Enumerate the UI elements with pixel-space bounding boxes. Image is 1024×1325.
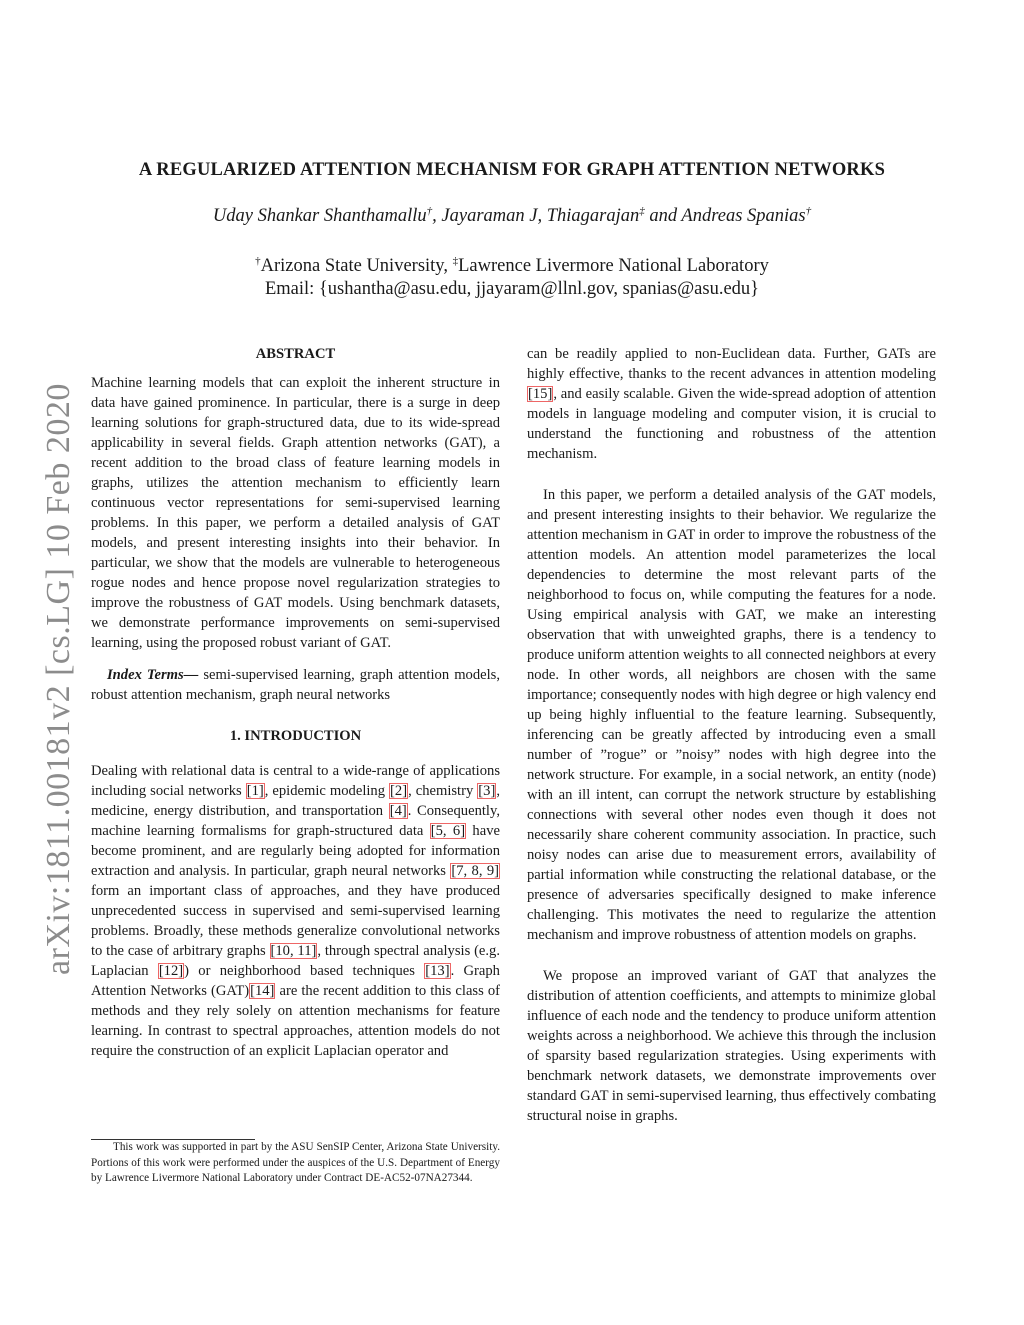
author-1: Uday Shankar Shanthamallu — [212, 206, 427, 226]
citation-link[interactable]: [10, 11] — [270, 943, 317, 959]
ddagger-mark: ‡ — [452, 254, 459, 267]
citation-link[interactable]: [5, 6] — [430, 823, 466, 839]
citation-link[interactable]: [14] — [250, 983, 275, 999]
right-column — [527, 344, 936, 1126]
citation-link[interactable]: [1] — [246, 783, 264, 799]
introduction-heading: 1. INTRODUCTION — [229, 728, 362, 744]
intro-paragraph-2: In this paper, we perform a detailed analysis of the GAT models, and present interesting insights to their behavior. We regularize the attention mechanism in GAT in order to improve the robustness of the attention models. An attention model parameterizes the local dependencies to determine the most relevant parts of the neighborhood to focus on, while computing the features for a node. Using empirical analysis with GAT, we make an interesting observation that with unweighted graphs, there is a tendency to produce uniform attention weights to all connected neighbors at every node. In other words, all neighbors are chosen with the same importance; consequently nodes with high degree or high valency end up being highly influential to the feature learning. Subsequently, inferencing can be greatly affected by introducing even a small number of ”rogue” or ”noisy” nodes with high degree into the network structure. For example, in a social network, an entity (node) with an ill intent, can corrupt the network structure by establishing connections with several other nodes even though it does not necessarily share coherent community association. In practice, such noisy nodes can arise due to measurement errors, availability of partial information while constructing the relational database, or the presence of adversaries specifically designed to make inference challenging. This motivates the need to regularize the attention mechanism and improve robustness of attention models on graphs. — [527, 487, 936, 943]
dagger-mark: † — [426, 204, 433, 217]
email-line: Email: {ushantha@asu.edu, jjayaram@llnl.gov, spanias@asu.edu} — [264, 279, 760, 299]
abstract-text: Machine learning models that can exploit the inherent structure in data have gained prominence. In particular, there is a surge in deep learning solutions for graph-structured data, due to its wide-spread applicability in several fields. Graph attention networks (GAT), a recent addition to the broad class of feature learning models in graphs, utilizes the attention mechanism to efficiently learn continuous vector representations for semi-supervised learning problems. In this paper, we perform a detailed analysis of GAT models, and present interesting insights into their behavior. In particular, we show that the models are vulnerable to heterogeneous rogue nodes and hence propose novel regularization strategies to improve the robustness of GAT models. Using benchmark datasets, we demonstrate performance improvements on semi-supervised learning, using the proposed robust variant of GAT. — [91, 375, 500, 651]
author-2: , Jayaraman J, Thiagarajan — [432, 206, 640, 226]
footnote — [91, 1140, 500, 1187]
citation-link[interactable]: [7, 8, 9] — [451, 863, 499, 879]
index-terms — [91, 665, 500, 705]
author-3: and Andreas Spanias — [644, 206, 806, 226]
paper-title: A REGULARIZED ATTENTION MECHANISM FOR GRAPH ATTENTION NETWORKS — [138, 160, 886, 180]
intro-paragraph-1: Dealing with relational data is central to a wide-range of applications including social networks [1], epidemic modeling [2], chemistry [3], medicine, energy distribution, and transportation [4]. Consequently, machine learning formalisms for graph-structured data [5, 6] have become prominent, and are regularly being adopted for information extraction and analysis. In particular, graph neural networks [7, 8, 9] form an important class of approaches, and they have produced unprecedented success in supervised and semi-supervised learning problems. Broadly, these methods generalize convolutional networks to the case of arbitrary graphs [10, 11], through spectral analysis (e.g. Laplacian [12]) or neighborhood based techniques [13]. Graph Attention Networks (GAT)[14] are the recent addition to this class of methods and they rely solely on attention mechanisms for feature learning. In contrast to spectral approaches, attention models do not require the construction of an explicit Laplacian operator and — [91, 763, 501, 1059]
citation-link[interactable]: [2] — [390, 783, 408, 799]
intro-paragraph-continued: can be readily applied to non-Euclidean data. Further, GATs are highly effective, thanks to the recent advances in attention modeling [15], and easily scalable. Given the wide-spread adoption of attention models in language modeling and computer vision, it is crucial to understand the functioning and robustness of the attention mechanism. — [527, 346, 936, 462]
citation-link[interactable]: [4] — [389, 803, 407, 819]
author-list — [0, 206, 1024, 227]
affiliations — [0, 255, 1024, 301]
citation-link[interactable]: [3] — [478, 783, 496, 799]
index-terms-label: Index Terms— — [107, 667, 199, 683]
footnote-text: This work was supported in part by the ASU SenSIP Center, Arizona State University. Portions of this work were performed under the auspices of the U.S. Department of Energy by Lawrence Livermore National Laboratory under Contract DE-AC52-07NA27344. — [91, 1141, 500, 1184]
affiliation-asu: Arizona State University, — [260, 256, 453, 276]
affiliation-line — [0, 255, 1024, 278]
index-terms-text: semi-supervised learning, graph attention models, robust attention mechanism, graph neural networks — [91, 667, 501, 703]
ddagger-mark: ‡ — [639, 204, 645, 217]
abstract-heading: ABSTRACT — [255, 346, 336, 362]
left-column — [91, 344, 500, 1061]
citation-link[interactable]: [12] — [158, 963, 184, 979]
affiliation-llnl: Lawrence Livermore National Laboratory — [458, 256, 769, 276]
arxiv-identifier-stamp: arXiv:1811.00181v2 [cs.LG] 10 Feb 2020 — [40, 383, 77, 975]
dagger-mark: † — [805, 204, 812, 217]
citation-link[interactable]: [13] — [425, 963, 450, 979]
intro-paragraph-3: We propose an improved variant of GAT that analyzes the distribution of attention coefficients, and attempts to minimize global influence of each node and the tendency to produce uniform attention weights across a neighborhood. We achieve this through the inclusion of sparsity based regularization strategies. Using experiments with benchmark network datasets, we demonstrate improvements over standard GAT in semi-supervised learning, thus effectively combating structural noise in graphs. — [527, 968, 936, 1124]
dagger-mark: † — [255, 254, 261, 267]
citation-link[interactable]: [15] — [528, 386, 553, 402]
